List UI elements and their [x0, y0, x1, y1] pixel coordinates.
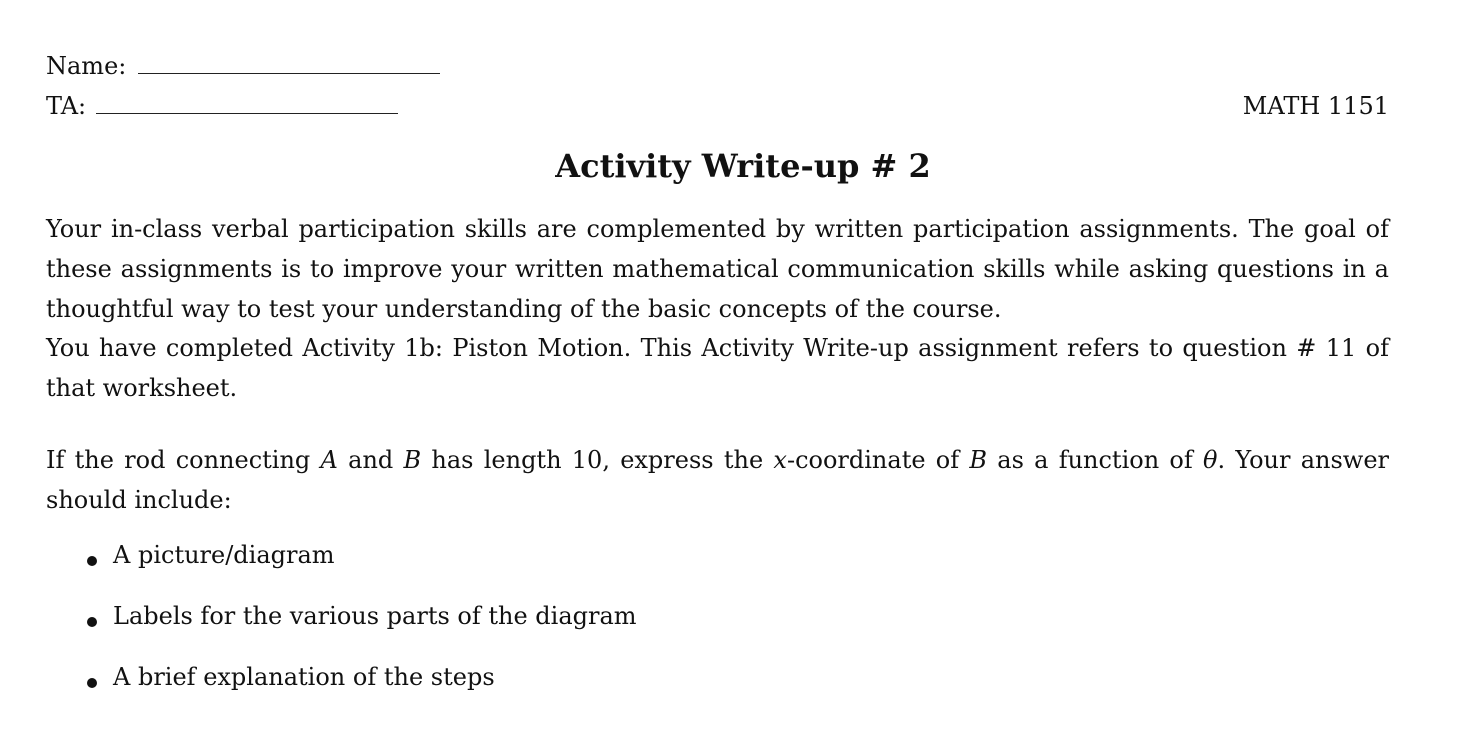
- requirement-text: A picture/diagram: [113, 541, 335, 569]
- name-row: [46, 51, 440, 81]
- question-text: as a function of: [987, 446, 1203, 474]
- var-b: B: [403, 446, 422, 474]
- requirements-list: [87, 540, 637, 723]
- page-title: Activity Write-up # 2: [555, 147, 931, 185]
- question-text: and: [337, 446, 404, 474]
- ta-label: TA:: [46, 92, 87, 120]
- question-text: has length 10, express the: [421, 446, 774, 474]
- ta-row: [46, 91, 1389, 121]
- question-text: . Your answer should include:: [46, 446, 1390, 514]
- var-theta: θ: [1203, 446, 1218, 474]
- question-text: -coordinate of: [786, 446, 970, 474]
- var-a: A: [320, 446, 338, 474]
- name-label: Name:: [46, 52, 127, 80]
- list-item: [87, 662, 637, 723]
- question-text: If the rod connecting: [46, 446, 321, 474]
- ta-blank-line[interactable]: [96, 91, 398, 114]
- requirement-text: Labels for the various parts of the diagram: [113, 602, 637, 630]
- course-code: MATH 1151: [1242, 92, 1389, 120]
- bullet-icon: [87, 556, 97, 566]
- reference-paragraph: You have completed Activity 1b: Piston Motion. This Activity Write-up assignment refers to question # 11 of that worksheet.: [46, 334, 1389, 402]
- name-blank-line[interactable]: [138, 51, 440, 74]
- var-b: B: [969, 446, 988, 474]
- bullet-icon: [87, 678, 97, 688]
- var-x: x: [773, 446, 787, 474]
- intro-paragraph: Your in-class verbal participation skills are complemented by written participation assignments. The goal of these assignments is to improve your written mathematical communication skills while asking questions in a thoughtful way to test your understanding of the basic concepts of the course.: [46, 215, 1389, 323]
- list-item: [87, 601, 637, 662]
- requirement-text: A brief explanation of the steps: [113, 663, 495, 691]
- bullet-icon: [87, 617, 97, 627]
- question-paragraph: [46, 440, 1389, 520]
- worksheet-page: [46, 0, 1389, 736]
- list-item: [87, 540, 637, 601]
